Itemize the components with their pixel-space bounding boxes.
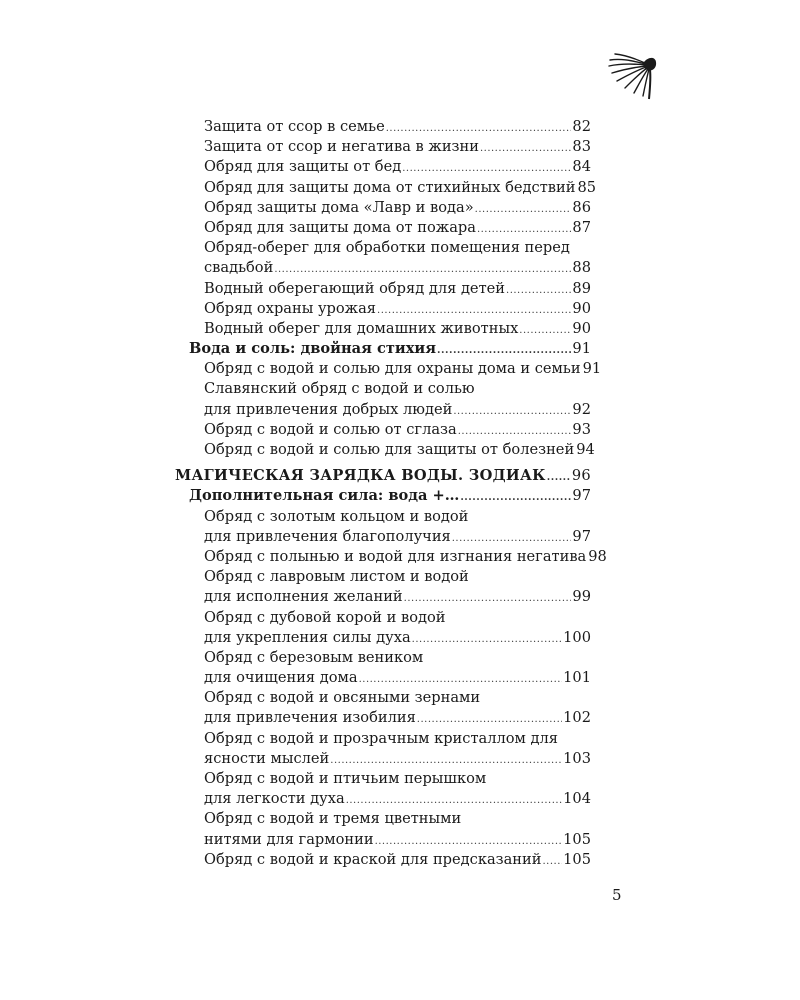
toc-entry-line1[interactable]: [175, 729, 591, 749]
toc-entry-title: для очищения дома: [204, 669, 358, 687]
toc-entry-title: Обряд с водой и тремя цветными: [204, 810, 462, 828]
dot-leader: [542, 852, 562, 872]
toc-entry-title: Обряд с водой и солью для охраны дома и семьи: [204, 360, 581, 378]
toc-section[interactable]: [175, 339, 591, 359]
dot-leader: [377, 301, 571, 321]
toc-entry-page: 98: [588, 547, 607, 565]
toc-entry-page: 91: [582, 360, 602, 378]
toc-entry-title: Водный оберегающий обряд для детей: [204, 279, 506, 297]
toc-entry-line1[interactable]: [175, 608, 591, 628]
table-of-contents: [175, 117, 607, 870]
toc-entry-line1[interactable]: [175, 507, 591, 527]
toc-entry-title: для привлечения добрых людей: [204, 400, 453, 418]
toc-entry-title: нитями для гармонии: [204, 830, 374, 848]
toc-entry[interactable]: [175, 359, 602, 379]
toc-entry-page: 96: [571, 467, 591, 485]
toc-chapter[interactable]: [175, 466, 591, 486]
toc-entry-title: Обряд с водой и птичьим перышком: [204, 770, 487, 787]
toc-entry-title: Обряд с водой и краской для предсказаний: [204, 850, 542, 868]
toc-section[interactable]: [175, 486, 591, 506]
toc-entry-title: Защита от ссор в семье: [204, 118, 385, 135]
toc-entry-page: 99: [572, 588, 591, 606]
dot-leader: [274, 260, 571, 280]
dot-leader: [417, 710, 562, 730]
toc-entry-title: Обряд для защиты от бед: [204, 158, 402, 176]
toc-entry[interactable]: [175, 157, 591, 177]
dot-leader: [506, 281, 571, 301]
toc-entry-title: Обряд с полынью и водой для изгнания негатива: [204, 547, 587, 565]
toc-entry-page: 93: [572, 420, 591, 438]
feather-fringe-icon: [606, 52, 658, 102]
dot-leader: [404, 589, 572, 609]
toc-entry-page: 84: [572, 158, 591, 176]
page-number: 5: [612, 886, 622, 904]
toc-entry-page: 104: [563, 790, 591, 808]
toc-entry-title: Обряд с водой и солью для защиты от болезней: [204, 441, 575, 458]
dot-leader: [480, 139, 571, 159]
toc-entry-line2[interactable]: [175, 628, 591, 648]
toc-entry-line1[interactable]: [175, 809, 591, 829]
toc-entry-page: 90: [572, 299, 591, 317]
toc-entry-title: Обряд с водой и солью от сглаза: [204, 420, 457, 438]
toc-entry-title: ясности мыслей: [204, 749, 330, 767]
toc-entry-line1[interactable]: [175, 688, 591, 708]
toc-entry-page: 92: [572, 400, 591, 418]
dot-leader: [452, 529, 572, 549]
toc-entry[interactable]: [175, 440, 595, 460]
dot-leader: [475, 200, 572, 220]
dot-leader: [386, 119, 572, 139]
dot-leader: [458, 422, 572, 442]
toc-entry-title: Защита от ссор и негатива в жизни: [204, 138, 479, 156]
toc-entry-page: 82: [572, 118, 591, 135]
toc-entry-line2[interactable]: [175, 708, 591, 728]
toc-entry-line1[interactable]: [175, 379, 591, 399]
toc-entry-line2[interactable]: [175, 668, 591, 688]
dot-leader: [477, 220, 571, 240]
toc-entry-page: 85: [577, 178, 597, 196]
toc-entry-page: 83: [572, 138, 591, 156]
toc-entry[interactable]: [175, 319, 591, 339]
toc-entry-title: для привлечения благополучия: [204, 527, 451, 545]
toc-entry[interactable]: [175, 117, 591, 137]
toc-entry-title: для укрепления силы духа: [204, 628, 411, 646]
toc-entry-page: 100: [563, 628, 591, 646]
toc-entry-page: 86: [572, 198, 591, 216]
toc-entry-title: Обряд-оберег для обработки помещения перед: [204, 239, 570, 257]
toc-entry-page: 90: [572, 319, 591, 337]
toc-entry-page: 87: [572, 218, 591, 236]
toc-entry-line2[interactable]: [175, 749, 591, 769]
toc-entry-title: для привлечения изобилия: [204, 709, 416, 727]
toc-entry-line1[interactable]: [175, 567, 591, 587]
dot-leader: [375, 832, 563, 852]
toc-entry-page: 101: [563, 669, 591, 687]
toc-section-title: Дополнительная сила: вода +…: [189, 487, 460, 505]
toc-entry[interactable]: [175, 420, 591, 440]
toc-entry-line1[interactable]: [175, 648, 591, 668]
toc-entry-title: Обряд с водой и прозрачным кристаллом для: [204, 729, 558, 747]
toc-entry-line2[interactable]: [175, 789, 591, 809]
toc-entry-title: Обряд с водой и овсяными зернами: [204, 689, 481, 707]
toc-entry-title: Обряд с золотым кольцом и водой: [204, 507, 469, 525]
toc-entry-page: 97: [572, 527, 591, 545]
toc-entry-page: 105: [563, 850, 591, 868]
toc-entry-line1[interactable]: [175, 769, 591, 789]
toc-entry[interactable]: [175, 198, 591, 218]
toc-entry-line2[interactable]: [175, 258, 591, 278]
toc-entry-page: 89: [572, 279, 591, 297]
dot-leader: [453, 402, 571, 422]
toc-entry-line2[interactable]: [175, 400, 591, 420]
toc-entry-line2[interactable]: [175, 527, 591, 547]
toc-entry[interactable]: [175, 137, 591, 157]
toc-entry[interactable]: [175, 218, 591, 238]
dot-leader: [547, 468, 571, 488]
toc-entry-page: 105: [563, 830, 591, 848]
toc-entry-line1[interactable]: [175, 238, 591, 258]
toc-entry-title: Водный оберег для домашних животных: [204, 319, 519, 337]
toc-entry-page: 88: [572, 259, 591, 277]
toc-entry-title: Обряд защиты дома «Лавр и вода»: [204, 198, 474, 216]
toc-entry-page: 91: [572, 340, 591, 358]
toc-entry-title: Обряд для защиты дома от пожара: [204, 218, 476, 236]
toc-chapter-title: МАГИЧЕСКАЯ ЗАРЯДКА ВОДЫ. ЗОДИАК: [175, 467, 546, 485]
toc-entry-title: Славянский обряд с водой и солью: [204, 380, 475, 398]
toc-entry-title: Обряд с лавровым листом и водой: [204, 568, 469, 586]
toc-entry[interactable]: [175, 547, 607, 567]
dot-leader: [402, 159, 571, 179]
toc-entry-title: свадьбой: [204, 259, 274, 277]
toc-entry-title: Обряд с березовым веником: [204, 648, 424, 666]
toc-entry-title: Обряд с дубовой корой и водой: [204, 608, 446, 626]
toc-entry[interactable]: [175, 850, 591, 870]
dot-leader: [346, 791, 562, 811]
toc-entry-title: Обряд для защиты дома от стихийных бедствий: [204, 178, 576, 196]
dot-leader: [437, 341, 571, 361]
toc-entry-page: 102: [563, 709, 591, 727]
toc-entry-page: 94: [576, 441, 595, 458]
toc-entry[interactable]: [175, 299, 591, 319]
toc-entry[interactable]: [175, 279, 591, 299]
toc-entry-title: Обряд охраны урожая: [204, 299, 377, 317]
toc-entry[interactable]: [175, 178, 597, 198]
dot-leader: [460, 488, 571, 508]
dot-leader: [330, 751, 562, 771]
toc-entry-page: 103: [563, 749, 591, 767]
toc-entry-title: для легкости духа: [204, 790, 345, 808]
toc-section-title: Вода и соль: двойная стихия: [189, 340, 437, 358]
toc-entry-line2[interactable]: [175, 830, 591, 850]
toc-entry-line2[interactable]: [175, 587, 591, 607]
dot-leader: [359, 670, 563, 690]
dot-leader: [412, 630, 562, 650]
dot-leader: [519, 321, 571, 341]
toc-entry-page: 97: [572, 487, 591, 505]
toc-entry-title: для исполнения желаний: [204, 588, 403, 606]
